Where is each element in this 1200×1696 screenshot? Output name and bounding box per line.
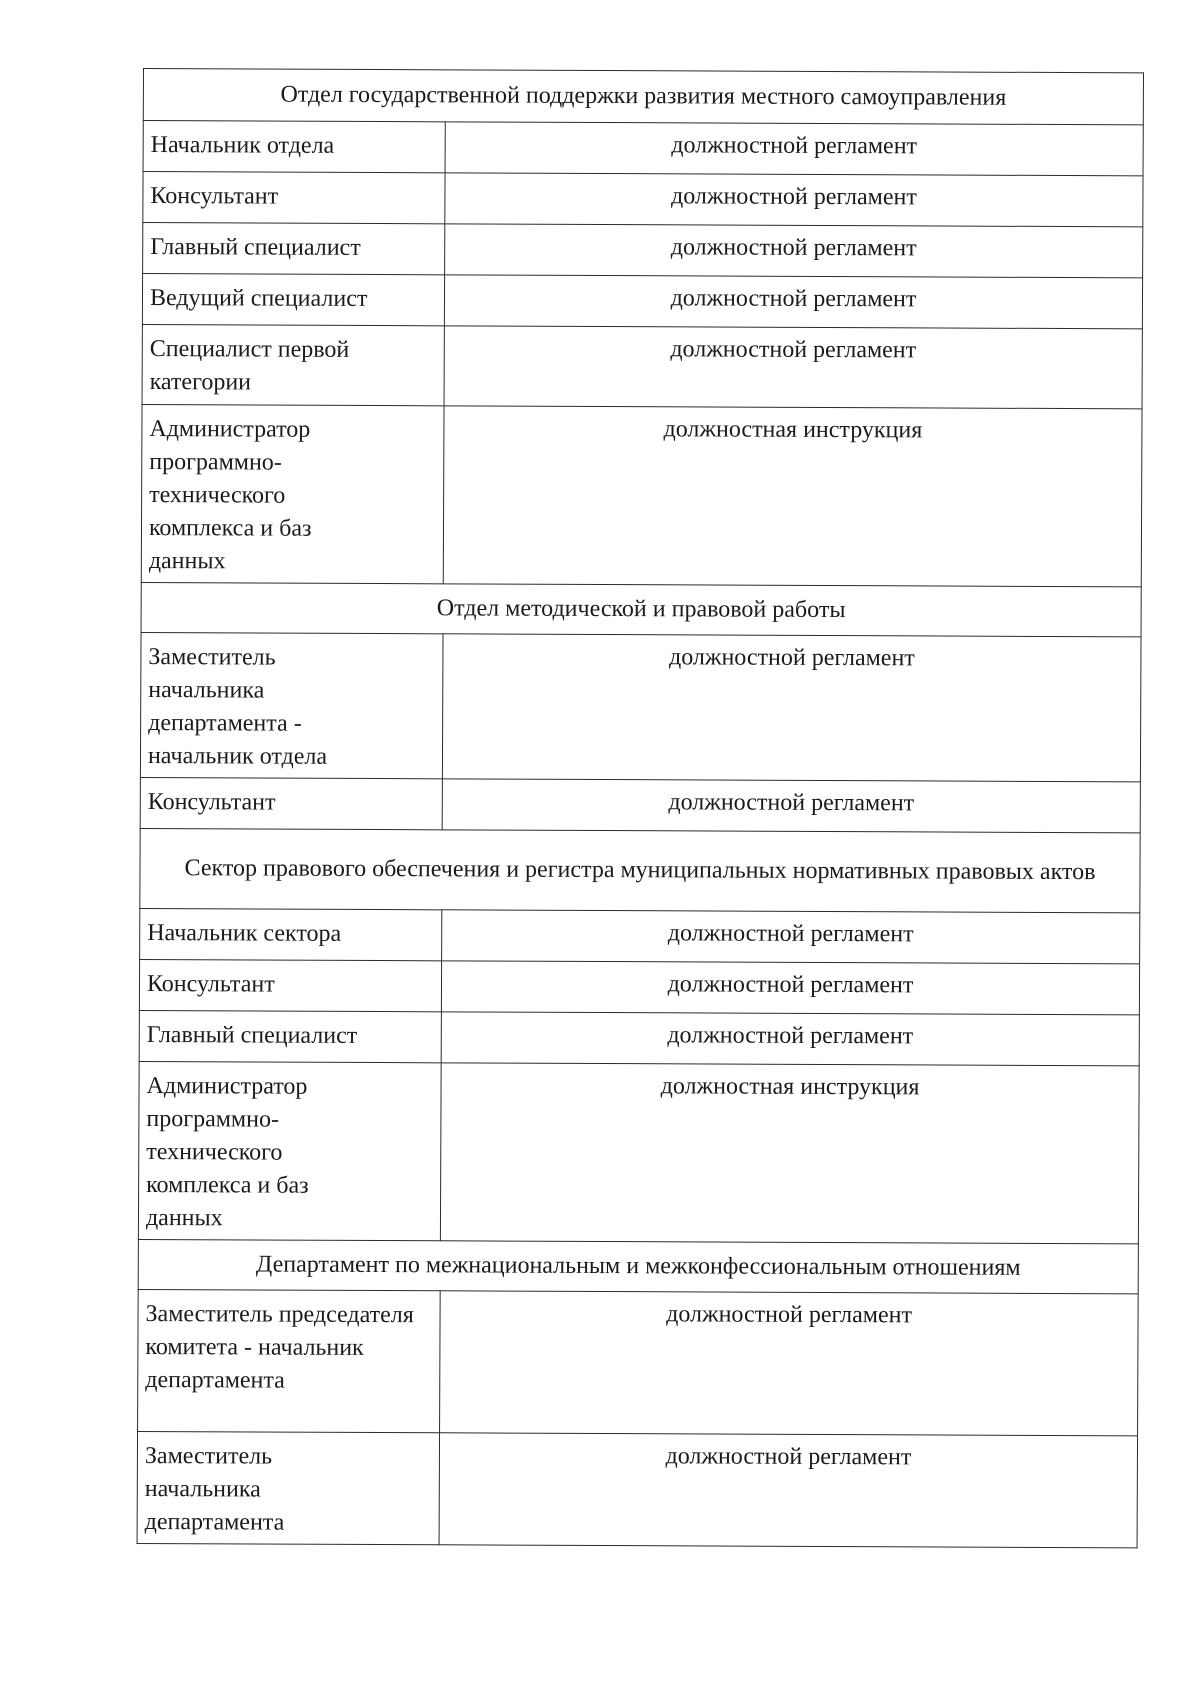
table-row (142, 274, 1142, 329)
section-header-row (141, 582, 1141, 636)
section-header-row (138, 1239, 1138, 1293)
position-cell: Специалист первой категории (142, 324, 444, 405)
document-cell: должностной регламент (445, 122, 1143, 176)
position-cell: Консультант (143, 172, 445, 224)
position-cell: Главный специалист (139, 1010, 441, 1062)
document-cell: должностная инструкция (440, 1063, 1139, 1244)
table-row (138, 1289, 1139, 1435)
document-cell: должностной регламент (444, 275, 1142, 329)
table-row (137, 1431, 1137, 1547)
position-cell: Консультант (139, 959, 441, 1011)
document-cell: должностной регламент (442, 910, 1140, 964)
table-row (140, 777, 1140, 832)
position-cell: Администратор программно-технического комплекса и баз данных (138, 1061, 441, 1240)
table-row (140, 632, 1141, 781)
table-row (139, 959, 1139, 1014)
section-title: Отдел государственной поддержки развития местного самоуправления (143, 69, 1143, 125)
table-row (138, 1061, 1139, 1243)
position-cell: Начальник сектора (140, 908, 442, 960)
section-title: Отдел методической и правовой работы (141, 582, 1141, 636)
position-cell: Начальник отдела (143, 121, 445, 173)
position-cell: Ведущий специалист (142, 274, 444, 326)
position-cell: Главный специалист (143, 223, 445, 275)
section-header-row (140, 828, 1140, 912)
table-row (141, 404, 1142, 586)
document-cell: должностной регламент (440, 1291, 1139, 1436)
position-cell: Заместитель начальника департамента (137, 1431, 439, 1544)
document-cell: должностной регламент (442, 634, 1141, 782)
position-cell: Консультант (140, 777, 442, 829)
document-cell: должностной регламент (442, 779, 1140, 833)
table-row (139, 1010, 1139, 1065)
document-cell: должностной регламент (441, 961, 1139, 1015)
positions-table (137, 68, 1144, 1548)
table-row (143, 223, 1143, 278)
document-cell: должностной регламент (445, 173, 1143, 227)
position-cell: Заместитель председателя комитета - начальник департамента (138, 1289, 441, 1432)
position-cell: Администратор программно-технического комплекса и баз данных (141, 404, 444, 583)
table-row (140, 908, 1140, 963)
table-row (143, 172, 1143, 227)
document-cell: должностная инструкция (443, 406, 1142, 587)
document-cell: должностной регламент (445, 224, 1143, 278)
document-cell: должностной регламент (444, 326, 1142, 409)
position-cell: Заместитель начальника департамента - начальник отдела (140, 632, 443, 778)
table-row (142, 324, 1142, 408)
document-cell: должностной регламент (441, 1012, 1139, 1066)
section-title: Сектор правового обеспечения и регистра муниципальных нормативных правовых актов (140, 828, 1140, 912)
document-cell: должностной регламент (439, 1433, 1137, 1548)
section-title: Департамент по межнациональным и межконфессиональным отношениям (138, 1239, 1138, 1293)
section-header-row (143, 69, 1143, 125)
table-row (143, 121, 1143, 176)
